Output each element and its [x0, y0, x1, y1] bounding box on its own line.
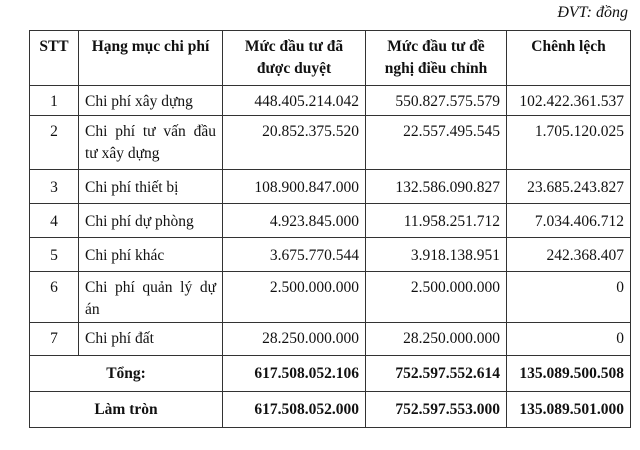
row-name: Chi phí dự phòng: [79, 204, 223, 238]
row-proposed: 3.918.138.951: [366, 238, 507, 272]
row-stt: 3: [30, 170, 79, 204]
row-diff: 102.422.361.537: [507, 86, 631, 116]
row-diff: 23.685.243.827: [507, 170, 631, 204]
header-stt: STT: [30, 31, 79, 86]
row-name: Chi phí xây dựng: [79, 86, 223, 116]
table-row: [30, 170, 631, 204]
row-proposed: 28.250.000.000: [366, 323, 507, 356]
table-row: [30, 204, 631, 238]
total-label: Tổng:: [30, 356, 223, 392]
row-stt: 4: [30, 204, 79, 238]
row-approved: 20.852.375.520: [223, 116, 366, 170]
table-row: [30, 323, 631, 356]
header-difference: Chênh lệch: [507, 31, 631, 86]
row-name: Chi phí quản lý dự án: [79, 272, 223, 323]
row-proposed: 132.586.090.827: [366, 170, 507, 204]
row-proposed: 22.557.495.545: [366, 116, 507, 170]
row-diff: 242.368.407: [507, 238, 631, 272]
row-name: Chi phí tư vấn đầu tư xây dựng: [79, 116, 223, 170]
header-cost-item: Hạng mục chi phí: [79, 31, 223, 86]
table-row: [30, 238, 631, 272]
row-approved: 448.405.214.042: [223, 86, 366, 116]
total-row: [30, 356, 631, 392]
row-proposed: 550.827.575.579: [366, 86, 507, 116]
table-header-row: [30, 31, 631, 86]
rounded-approved: 617.508.052.000: [223, 392, 366, 428]
row-stt: 6: [30, 272, 79, 323]
table-row: [30, 272, 631, 323]
row-approved: 2.500.000.000: [223, 272, 366, 323]
header-proposed: Mức đầu tư đề nghị điều chỉnh: [366, 31, 507, 86]
row-name: Chi phí đất: [79, 323, 223, 356]
row-approved: 108.900.847.000: [223, 170, 366, 204]
unit-note: ĐVT: đồng: [557, 4, 628, 21]
table-row: [30, 116, 631, 170]
header-approved: Mức đầu tư đã được duyệt: [223, 31, 366, 86]
row-stt: 7: [30, 323, 79, 356]
row-name: Chi phí thiết bị: [79, 170, 223, 204]
rounded-label: Làm tròn: [30, 392, 223, 428]
total-proposed: 752.597.552.614: [366, 356, 507, 392]
row-diff: 0: [507, 272, 631, 323]
rounded-diff: 135.089.501.000: [507, 392, 631, 428]
row-approved: 28.250.000.000: [223, 323, 366, 356]
table-row: [30, 86, 631, 116]
row-name: Chi phí khác: [79, 238, 223, 272]
rounded-row: [30, 392, 631, 428]
cost-table: [29, 30, 631, 428]
rounded-proposed: 752.597.553.000: [366, 392, 507, 428]
row-approved: 4.923.845.000: [223, 204, 366, 238]
total-approved: 617.508.052.106: [223, 356, 366, 392]
row-diff: 0: [507, 323, 631, 356]
row-stt: 2: [30, 116, 79, 170]
row-diff: 7.034.406.712: [507, 204, 631, 238]
row-stt: 1: [30, 86, 79, 116]
row-stt: 5: [30, 238, 79, 272]
row-approved: 3.675.770.544: [223, 238, 366, 272]
row-proposed: 11.958.251.712: [366, 204, 507, 238]
row-diff: 1.705.120.025: [507, 116, 631, 170]
row-proposed: 2.500.000.000: [366, 272, 507, 323]
total-diff: 135.089.500.508: [507, 356, 631, 392]
